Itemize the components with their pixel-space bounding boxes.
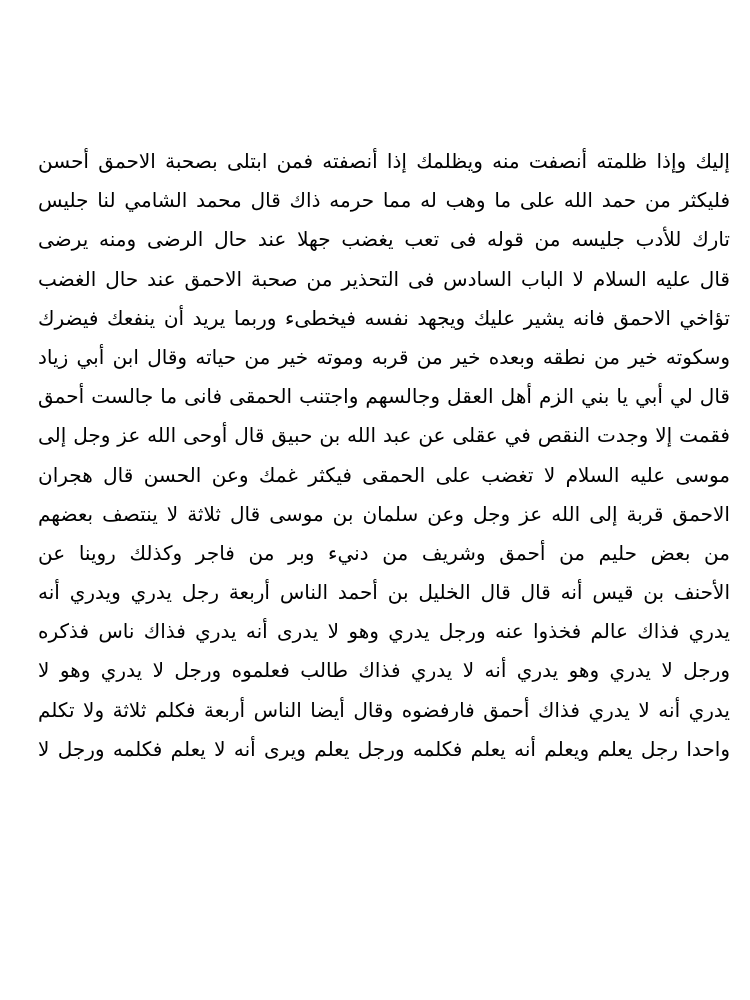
text-line: موسى عليه السلام لا تغضب على الحمقى فيكثر غمك وعن الحسن قال هجران xyxy=(38,462,730,487)
text-line: تؤاخي الاحمق فانه يشير عليك ويجهد نفسه فيخطىء وربما يريد أن ينفعك فيضرك xyxy=(38,305,730,330)
text-line: إليك وإذا ظلمته أنصفت منه ويظلمك إذا أنصفته فمن ابتلى بصحبة الاحمق أحسن xyxy=(38,149,730,173)
text-line: قال عليه السلام لا الباب السادس فى التحذير من صحبة الاحمق عند حال الغضب xyxy=(38,266,730,291)
text-line: واحدا رجل يعلم ويعلم أنه يعلم فكلمه ورجل يعلم ويرى أنه لا يعلم فكلمه ورجل لا xyxy=(38,736,730,761)
text-line: الأحنف بن قيس أنه قال قال الخليل بن أحمد الناس أربعة رجل يدري ويدري أنه xyxy=(38,580,730,605)
text-line: يدري فذاك عالم فخذوا عنه ورجل يدري وهو لا يدرى أنه يدري فذاك ناس فذكره xyxy=(38,619,730,644)
text-line: الاحمق قربة إلى الله عز وجل وعن سلمان بن موسى قال ثلاثة لا ينتصف بعضهم xyxy=(38,501,730,526)
text-line: يدري أنه لا يدري فذاك أحمق فارفضوه وقال أيضا الناس أربعة فكلم ثلاثة ولا تكلم xyxy=(38,697,730,722)
text-line: فليكثر من حمد الله على ما وهب له مما حرمه ذاك قال محمد الشامي لنا جليس xyxy=(38,188,730,213)
text-line: وسكوته خير من نطقه وبعده خير من قربه وموته خير من حياته وقال ابن أبي زياد xyxy=(38,344,730,369)
body-text xyxy=(38,142,730,769)
text-line: فقمت إلا وجدت النقص في عقلى عن عبد الله بن حبيق قال أوحى الله عز وجل إلى xyxy=(38,423,730,448)
text-line: من بعض حليم من أحمق وشريف من دنيء وبر من فاجر وكذلك روينا عن xyxy=(38,540,730,565)
text-line: ورجل لا يدري وهو يدري أنه لا يدري فذاك طالب فعلموه ورجل لا يدري وهو لا xyxy=(38,658,730,683)
text-line: قال لي أبي يا بني الزم أهل العقل وجالسهم واجتنب الحمقى فانى ما جالست أحمق xyxy=(38,384,730,409)
text-line: تارك للأدب جليسه من قوله فى تعب يغضب جهلا عند حال الرضى ومنه يرضى xyxy=(38,227,730,252)
